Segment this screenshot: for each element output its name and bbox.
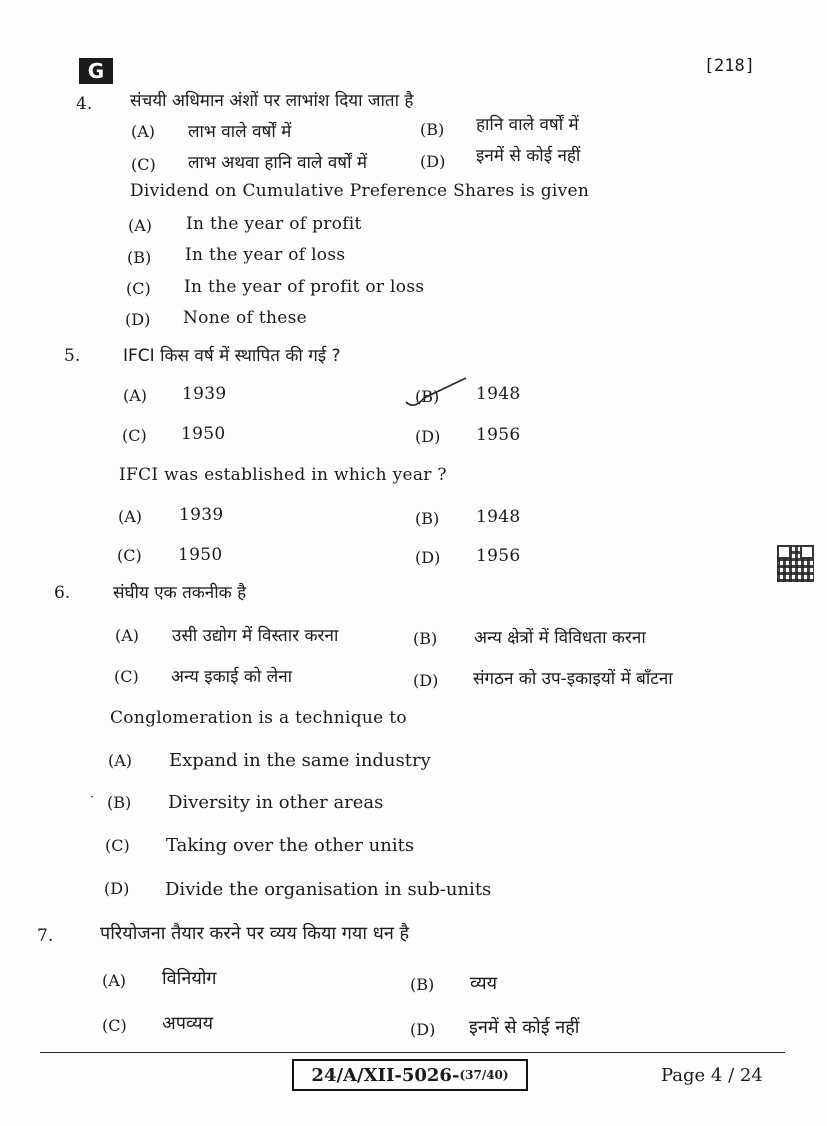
option-text-english: In the year of profit [186, 214, 362, 234]
option-label: (B) [413, 629, 438, 648]
option-label: (C) [117, 546, 142, 565]
paper-code-main: 24/A/XII-5026- [311, 1064, 460, 1086]
option-text-english: Divide the organisation in sub-units [165, 879, 492, 900]
option-label: (A) [102, 971, 127, 990]
page-number: Page 4 / 24 [661, 1065, 763, 1086]
question-text-english: Dividend on Cumulative Preference Shares is given [130, 181, 590, 201]
option-label: (C) [122, 426, 147, 445]
option-text-hindi: संगठन को उप-इकाइयों में बाँटना [473, 669, 673, 689]
option-label: (D) [410, 1020, 436, 1039]
option-label: (A) [128, 216, 153, 235]
option-text-hindi: इनमें से कोई नहीं [476, 146, 581, 166]
question-text-hindi: संचयी अधिमान अंशों पर लाभांश दिया जाता है [130, 91, 414, 111]
option-label: (B) [107, 793, 132, 812]
option-label: (C) [131, 155, 156, 174]
option-text-hindi: विनियोग [162, 968, 217, 989]
option-label: (A) [115, 626, 140, 645]
option-text-english: None of these [183, 308, 307, 328]
option-label: (B) [420, 120, 445, 139]
question-text-english: IFCI was established in which year ? [119, 465, 447, 485]
option-text: 1950 [178, 545, 223, 565]
option-text-hindi: लाभ वाले वर्षों में [188, 122, 292, 142]
option-label: (B) [415, 387, 440, 406]
set-badge: G [79, 58, 113, 84]
option-text: 1939 [179, 505, 224, 525]
option-label: (C) [126, 279, 151, 298]
option-label: (D) [415, 548, 441, 567]
option-text: 1948 [476, 507, 521, 527]
qr-code-icon [777, 545, 814, 582]
option-text-hindi: इनमें से कोई नहीं [469, 1017, 580, 1038]
paper-code-small: (37/40) [459, 1068, 509, 1082]
option-text-hindi: अन्य इकाई को लेना [171, 667, 293, 687]
option-text-hindi: व्यय [470, 973, 498, 994]
option-text-hindi: अन्य क्षेत्रों में विविधता करना [474, 628, 646, 648]
option-label: (D) [125, 310, 151, 329]
question-number: 5. [64, 346, 81, 366]
option-text-hindi: उसी उद्योग में विस्तार करना [172, 626, 339, 646]
checkmark-icon [402, 376, 472, 412]
option-text-english: In the year of profit or loss [184, 277, 425, 297]
option-text: 1956 [476, 425, 521, 445]
option-text-english: Diversity in other areas [168, 792, 384, 813]
question-text-hindi: IFCI किस वर्ष में स्थापित की गई ? [123, 346, 341, 366]
option-label: (D) [415, 427, 441, 446]
option-label: (C) [105, 836, 130, 855]
option-label: (B) [410, 975, 435, 994]
option-label: (C) [102, 1016, 127, 1035]
option-text-english: Taking over the other units [166, 835, 415, 856]
paper-code [292, 1059, 528, 1091]
option-text-hindi: अपव्यय [162, 1013, 214, 1034]
question-number: 6. [54, 583, 71, 603]
stray-mark: · [90, 790, 94, 804]
option-label: (B) [127, 248, 152, 267]
option-label: (A) [131, 122, 156, 141]
question-text-hindi: परियोजना तैयार करने पर व्यय किया गया धन है [100, 923, 410, 944]
option-label: (B) [415, 509, 440, 528]
option-text-hindi: लाभ अथवा हानि वाले वर्षों में [188, 153, 368, 173]
option-text: 1939 [182, 384, 227, 404]
option-label: (D) [420, 152, 446, 171]
option-text-english: Expand in the same industry [169, 750, 431, 771]
page-reference: [218] [703, 56, 755, 76]
option-text: 1950 [181, 424, 226, 444]
option-text-english: In the year of loss [185, 245, 346, 265]
option-label: (D) [104, 879, 130, 898]
option-text: 1956 [476, 546, 521, 566]
option-label: (A) [123, 386, 148, 405]
option-text-hindi: हानि वाले वर्षों में [476, 115, 579, 135]
option-label: (A) [108, 751, 133, 770]
footer-rule [40, 1052, 785, 1053]
question-text-english: Conglomeration is a technique to [110, 708, 407, 728]
question-number: 7. [37, 926, 54, 946]
option-label: (A) [118, 507, 143, 526]
option-text: 1948 [476, 384, 521, 404]
option-label: (C) [114, 667, 139, 686]
question-number: 4. [76, 94, 93, 114]
question-text-hindi: संघीय एक तकनीक है [113, 583, 247, 603]
option-label: (D) [413, 671, 439, 690]
